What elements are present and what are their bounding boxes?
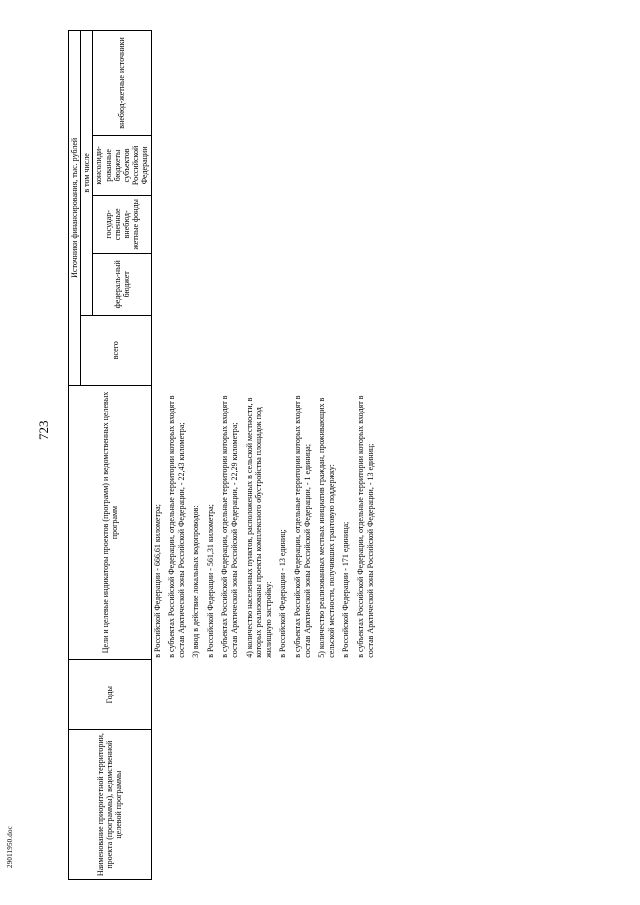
goals-list [151, 385, 381, 660]
body-row [151, 31, 381, 880]
header-federal: федераль-ный бюджет [93, 253, 151, 315]
goal-item: в субъектах Российской Федерации, отдельные территории которых входят в состав Арктической зоны Российской Федерации, - 22,43 километра; [167, 395, 186, 658]
goal-item: 4) количество населенных пунктов, расположенных в сельской местности, в которых реализованы проекты комплексного обустройства площадок под жилищную застройку: [244, 397, 273, 658]
goal-item: 3) ввод в действие локальных водопроводов: [191, 505, 201, 658]
document-id: 29011950.doc [6, 826, 14, 868]
goal-item: в Российской Федерации - 666,61 километра; [152, 504, 162, 658]
financing-table [68, 30, 381, 880]
page-number: 723 [36, 420, 51, 440]
goal-item: в Российской Федерации - 13 единиц; [278, 529, 288, 658]
goal-item: в субъектах Российской Федерации, отдельные территории которых входят в состав Арктической зоны Российской Федерации, - 22,29 километра; [220, 395, 240, 658]
goal-item: в Российской Федерации - 171 единица; [341, 521, 351, 658]
header-consolidated: консолиди-рованные бюджеты субъектов Российской Федерации [93, 135, 151, 195]
header-goals: Цели и целевые индикаторы проектов (программ) и ведомственных целевых программ [69, 385, 152, 660]
header-name: Наименование приоритетной территории, проекта (программы), ведомственной целевой программы [69, 730, 152, 880]
body-years-cell [151, 660, 381, 730]
goal-item: 5) количество реализованных местных инициатив граждан, проживающих в сельской местности, получивших грантовую поддержку: [317, 397, 336, 658]
header-extrabudget: внебюд-жетные источники [93, 31, 151, 136]
header-years: Годы [69, 660, 152, 730]
body-financing-cell [151, 31, 381, 386]
header-including: в том числе [81, 31, 93, 316]
goal-item: в Российской Федерации - 561,31 километра; [205, 504, 215, 658]
rotated-table-sheet [68, 30, 375, 880]
header-state-funds: государ-ственные внебюд-жетные фонды [93, 195, 151, 253]
body-name-cell [151, 730, 381, 880]
header-total: всего [81, 315, 151, 385]
goal-item: в субъектах Российской Федерации, отдельные территории которых входят в состав Арктической зоны Российской Федерации, - 13 единиц; [356, 395, 375, 658]
header-sources: Источники финансирования, тыс. рублей [69, 31, 81, 386]
header-row-1 [69, 31, 81, 880]
goal-item: в субъектах Российской Федерации, отдельные территории которых входят в состав Арктической зоны Российской Федерации, - 1 единица; [293, 395, 312, 658]
